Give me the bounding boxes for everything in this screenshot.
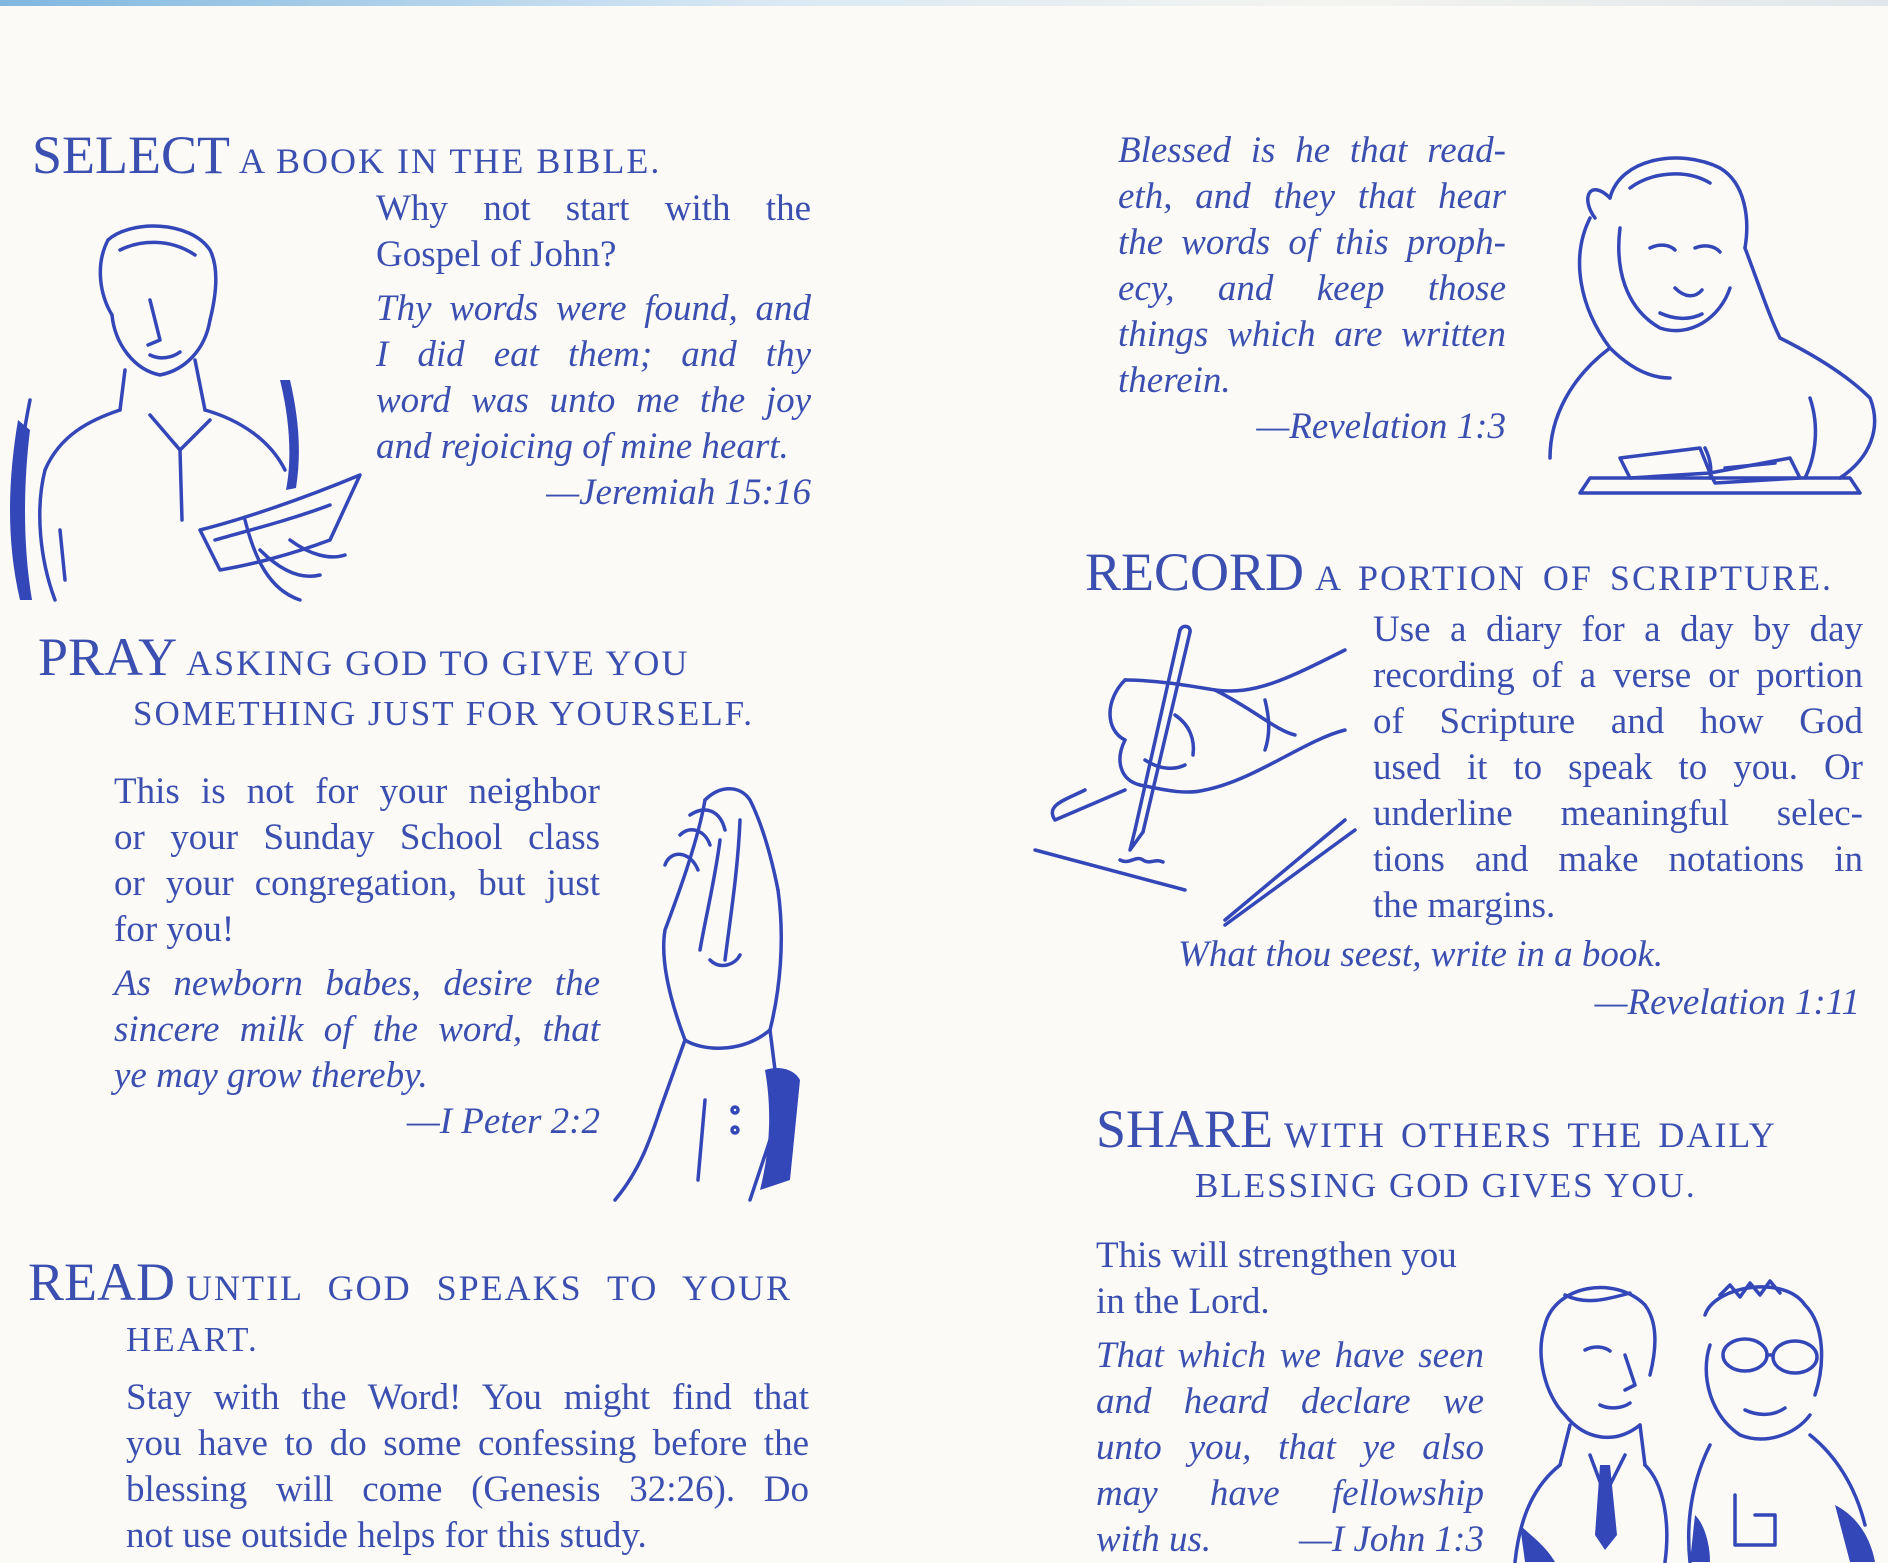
- praying-hands-illustration: [610, 780, 840, 1220]
- read-heading: [28, 1252, 793, 1312]
- read-text: [126, 1375, 809, 1559]
- man-reading-book-illustration: [0, 220, 420, 620]
- read-heading-rest: UNTIL GOD SPEAKS TO YOUR: [186, 1268, 793, 1308]
- record-verse: What thou seest, write in a book.: [1178, 934, 1664, 975]
- record-keyword: RECORD: [1085, 542, 1305, 602]
- share-body-line: This will strengthen you: [1096, 1235, 1457, 1276]
- share-verse-line: unto you, that ye also: [1096, 1427, 1484, 1468]
- select-verse-line: word was unto me the joy: [376, 380, 811, 421]
- page-top-edge: [0, 0, 1888, 6]
- hand-writing-with-pen-illustration: [1025, 620, 1375, 920]
- share-heading-rest: WITH OTHERS THE DAILY: [1284, 1115, 1777, 1155]
- pray-body-line: for you!: [114, 909, 235, 950]
- select-text: [376, 186, 811, 516]
- boy-reading-bible-illustration: [1510, 138, 1888, 508]
- select-verse-line: I did eat them; and thy: [376, 334, 811, 375]
- select-body-line: Why not start with the: [376, 188, 811, 229]
- share-verse-line: That which we have seen: [1096, 1335, 1484, 1376]
- share-verse-line: may have fellowship: [1096, 1473, 1484, 1514]
- read-body-line: Stay with the Word! You might find that: [126, 1377, 809, 1418]
- select-body-line: Gospel of John?: [376, 234, 617, 275]
- pray-keyword: PRAY: [38, 627, 178, 687]
- pray-body-line: This is not for your neighbor: [114, 771, 600, 812]
- share-heading-line2: BLESSING GOD GIVES YOU.: [1195, 1166, 1697, 1205]
- pray-heading-line2: SOMETHING JUST FOR YOURSELF.: [133, 694, 755, 733]
- select-heading: [32, 125, 662, 185]
- blessed-verse-line: Blessed is he that read-: [1118, 130, 1506, 171]
- record-body-line: recording of a verse or portion: [1373, 655, 1863, 696]
- blessed-verse-line: therein.: [1118, 360, 1231, 401]
- pray-verse-line: ye may grow thereby.: [114, 1055, 428, 1096]
- blessed-verse-line: eth, and they that hear: [1118, 176, 1506, 217]
- select-reference: —Jeremiah 15:16: [546, 472, 811, 513]
- pray-heading-rest: ASKING GOD TO GIVE YOU: [186, 643, 690, 683]
- record-body-line: Use a diary for a day by day: [1373, 609, 1863, 650]
- read-body-line: you have to do some confessing before the: [126, 1423, 809, 1464]
- record-text: [1373, 607, 1863, 929]
- pray-text: [114, 769, 600, 1145]
- share-verse-last: [1096, 1517, 1484, 1563]
- record-body-line: underline meaningful selec-: [1373, 793, 1863, 834]
- select-heading-rest: A BOOK IN THE BIBLE.: [239, 141, 662, 181]
- blessed-verse-line: things which are written: [1118, 314, 1506, 355]
- pray-verse-line: sincere milk of the word, that: [114, 1009, 600, 1050]
- record-body-line: the margins.: [1373, 885, 1556, 926]
- read-heading-line2: HEART.: [126, 1320, 259, 1359]
- share-verse-line: and heard declare we: [1096, 1381, 1484, 1422]
- read-body-line: not use outside helps for this study.: [126, 1515, 647, 1556]
- read-keyword: READ: [28, 1252, 175, 1312]
- read-body-line: blessing will come (Genesis 32:26). Do: [126, 1469, 809, 1510]
- share-reference: —I John 1:3: [1299, 1519, 1484, 1560]
- share-text: [1096, 1233, 1484, 1563]
- two-men-talking-illustration: [1505, 1265, 1885, 1562]
- record-heading-rest: A PORTION OF SCRIPTURE.: [1315, 558, 1833, 598]
- pray-body-line: or your congregation, but just: [114, 863, 600, 904]
- record-reference: —Revelation 1:11: [1594, 982, 1860, 1023]
- blessed-text: [1118, 128, 1506, 450]
- share-verse-line: with us.: [1096, 1519, 1212, 1560]
- record-body-line: tions and make notations in: [1373, 839, 1863, 880]
- record-body-line: of Scripture and how God: [1373, 701, 1863, 742]
- record-body-line: used it to speak to you. Or: [1373, 747, 1863, 788]
- share-keyword: SHARE: [1096, 1099, 1274, 1159]
- select-keyword: SELECT: [32, 125, 230, 185]
- blessed-verse-line: the words of this proph-: [1118, 222, 1506, 263]
- select-verse-line: and rejoicing of mine heart.: [376, 426, 789, 467]
- pray-verse-line: As newborn babes, desire the: [114, 963, 600, 1004]
- blessed-verse-line: ecy, and keep those: [1118, 268, 1506, 309]
- blessed-reference: —Revelation 1:3: [1256, 406, 1506, 447]
- pray-heading: [38, 627, 690, 687]
- record-heading: [1085, 542, 1833, 602]
- share-body-line: in the Lord.: [1096, 1281, 1270, 1322]
- share-heading: [1096, 1099, 1777, 1159]
- pray-body-line: or your Sunday School class: [114, 817, 600, 858]
- pray-reference: —I Peter 2:2: [406, 1101, 600, 1142]
- select-verse-line: Thy words were found, and: [376, 288, 811, 329]
